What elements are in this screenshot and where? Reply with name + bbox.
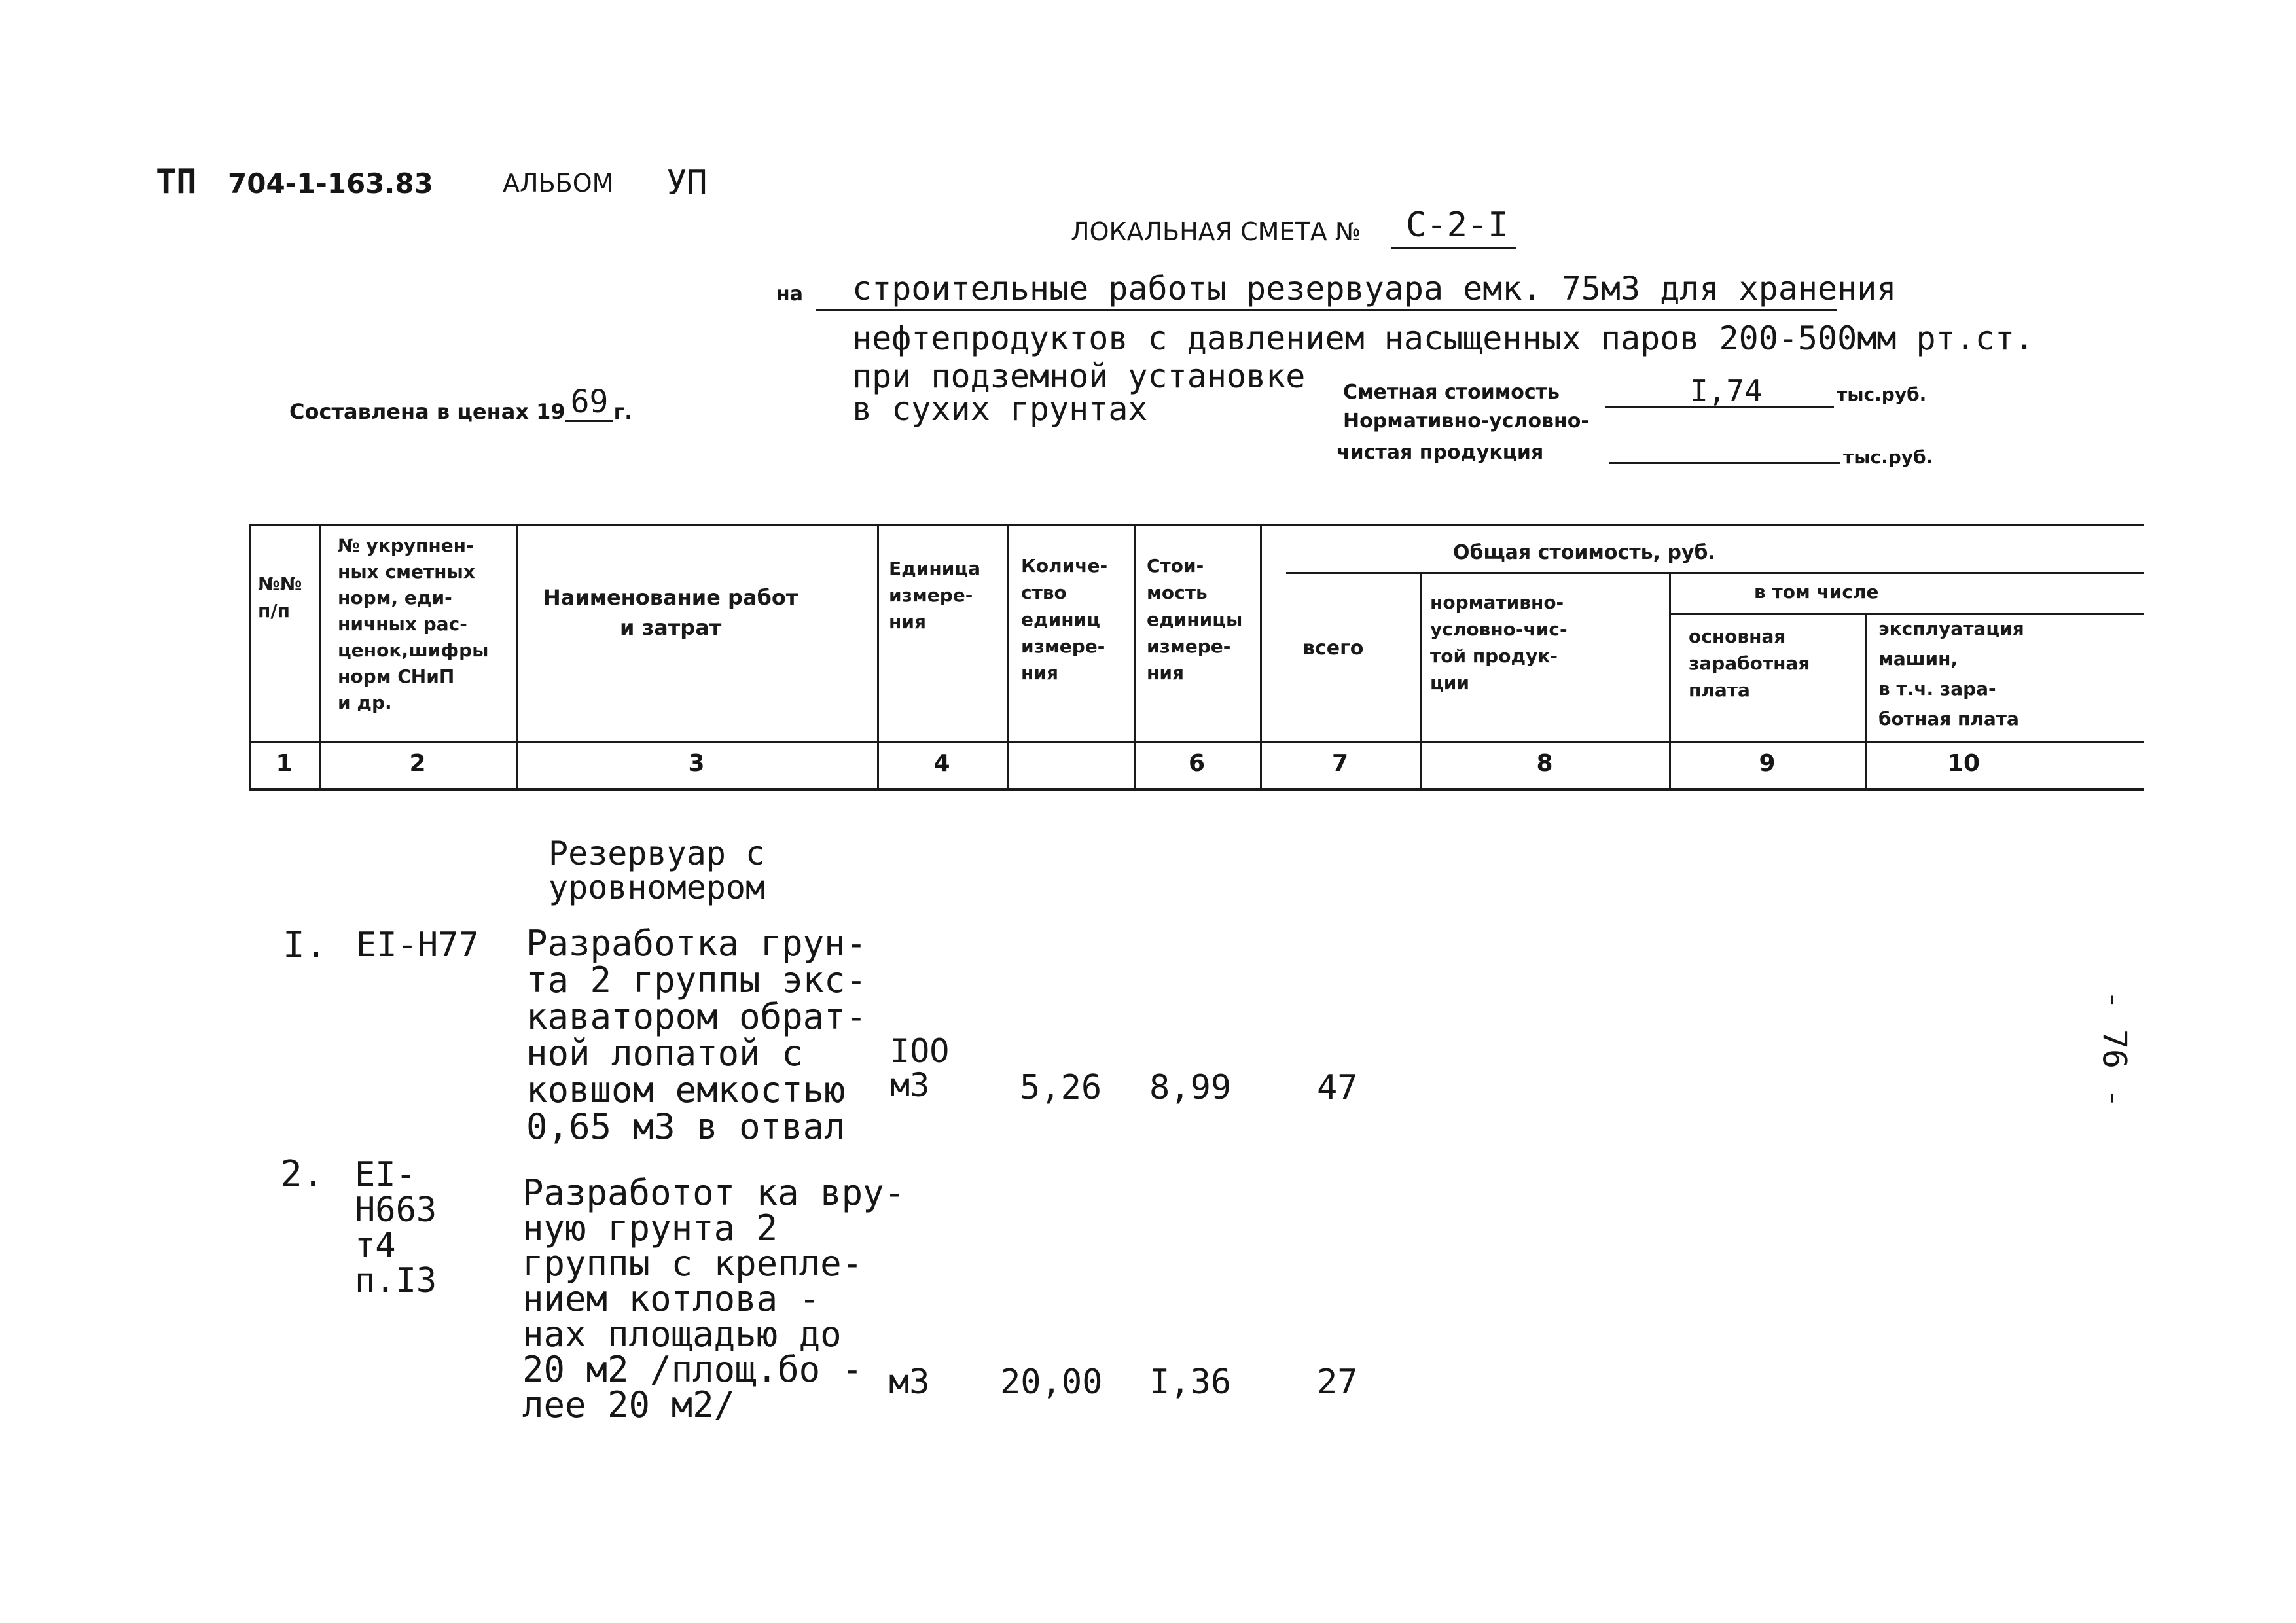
- subject-underline: [816, 309, 1837, 311]
- doc-code: 704-1-163.83: [228, 168, 433, 200]
- th-unit: Единица измере- ния: [889, 558, 980, 633]
- row-2-price: I,36: [1149, 1363, 1232, 1402]
- col-num-1: 1: [276, 750, 293, 777]
- row-1-unit: IОО м3: [890, 1032, 950, 1104]
- subject-line-1: строительные работы резервуара емк. 75м3 для хранения: [852, 270, 1897, 308]
- th-total-cost: Общая стоимость, руб.: [1453, 541, 1715, 564]
- estimate-cost-unit: тыс.руб.: [1837, 383, 1927, 405]
- doc-tp: ТП: [156, 162, 197, 202]
- compiled-year: 69: [565, 383, 614, 422]
- th-all: всего: [1302, 637, 1364, 660]
- section-title: Резервуар с уровномером: [548, 834, 766, 906]
- row-2-qty: 20,00: [1000, 1363, 1103, 1402]
- norm-cost-unit: тыс.руб.: [1843, 446, 1933, 468]
- col-num-3: 3: [688, 750, 705, 777]
- table-header-bottom: [249, 741, 2144, 743]
- norm-cost-label-1: Нормативно-условно-: [1343, 410, 1589, 433]
- th-name: Наименование работ и затрат: [543, 585, 798, 640]
- norm-cost-underline: [1609, 462, 1840, 464]
- album-label: АЛЬБОМ: [503, 169, 614, 198]
- page-number: - 76 -: [2095, 990, 2134, 1109]
- estimate-number: С-2-I: [1406, 205, 1509, 245]
- subject-line-4: в сухих грунтах: [852, 390, 1148, 428]
- th-including: в том числе: [1754, 581, 1879, 603]
- col-num-2: 2: [409, 750, 426, 777]
- col-line-4: [1007, 524, 1009, 789]
- col-num-4: 4: [933, 750, 950, 777]
- row-2-unit: м3: [889, 1363, 930, 1402]
- row-1-qty: 5,26: [1020, 1068, 1102, 1107]
- row-1-name: Разработка грун- та 2 группы экс- каватором обрат- ной лопатой с ковшом емкостью 0,65 м3 в отвал: [526, 923, 867, 1147]
- row-1-num: I.: [283, 924, 327, 967]
- row-2-num: 2.: [280, 1153, 325, 1196]
- estimate-number-underline: [1391, 247, 1516, 249]
- th-nucp: нормативно- условно-чис- той продук- ции: [1430, 592, 1568, 694]
- col-num-7: 7: [1331, 750, 1349, 777]
- row-1-code: EI-H77: [356, 925, 479, 965]
- table-bottom-line: [249, 788, 2144, 791]
- th-qty: Количе- ство единиц измере- ния: [1021, 555, 1108, 684]
- norm-cost-label-2: чистая продукция: [1336, 441, 1544, 464]
- col-num-10: 10: [1946, 750, 1981, 777]
- compiled-text: Составлена в ценах 19: [289, 399, 565, 424]
- th-wage: основная заработная плата: [1689, 626, 1810, 701]
- row-1-price: 8,99: [1149, 1068, 1232, 1107]
- subject-line-2: нефтепродуктов с давлением насыщенных паров 200-500мм рт.ст.: [852, 319, 2035, 357]
- col-num-8: 8: [1536, 750, 1553, 777]
- table-sub-line-1: [1286, 572, 2144, 574]
- th-unit-cost: Стои- мость единицы измере- ния: [1147, 555, 1243, 684]
- estimate-cost-underline: [1605, 406, 1834, 408]
- th-norms: № укрупнен- ных сметных норм, еди- ничных рас- ценок,шифры норм СНиП и др.: [338, 535, 489, 713]
- estimate-table-header: [249, 524, 2150, 793]
- table-top-line: [249, 524, 2144, 526]
- row-2-total: 27: [1317, 1363, 1358, 1402]
- row-2-code: EI- H663 т4 п.I3: [355, 1155, 437, 1300]
- compiled-label: [289, 383, 633, 427]
- subject-prefix: на: [776, 283, 803, 306]
- row-1-total: 47: [1317, 1068, 1358, 1107]
- th-num: №№ п/п: [258, 573, 302, 622]
- th-machines: эксплуатация машин, в т.ч. зара- ботная плата: [1878, 618, 2024, 730]
- estimate-cost-value: I,74: [1690, 373, 1763, 408]
- row-2-name: Разработот ка вру- ную грунта 2 группы с крепле- нием котлова - нах площадью до 20 м2 /площ.бо - лее 20 м2/: [522, 1172, 906, 1425]
- subject-line-3: при подземной установке: [852, 357, 1306, 395]
- estimate-cost-label: Сметная стоимость: [1343, 381, 1560, 404]
- album-number: УП: [666, 164, 708, 203]
- compiled-suffix: г.: [613, 399, 633, 424]
- estimate-title: ЛОКАЛЬНАЯ СМЕТА №: [1071, 217, 1361, 246]
- col-num-9: 9: [1759, 750, 1776, 777]
- col-num-6: 6: [1188, 750, 1206, 777]
